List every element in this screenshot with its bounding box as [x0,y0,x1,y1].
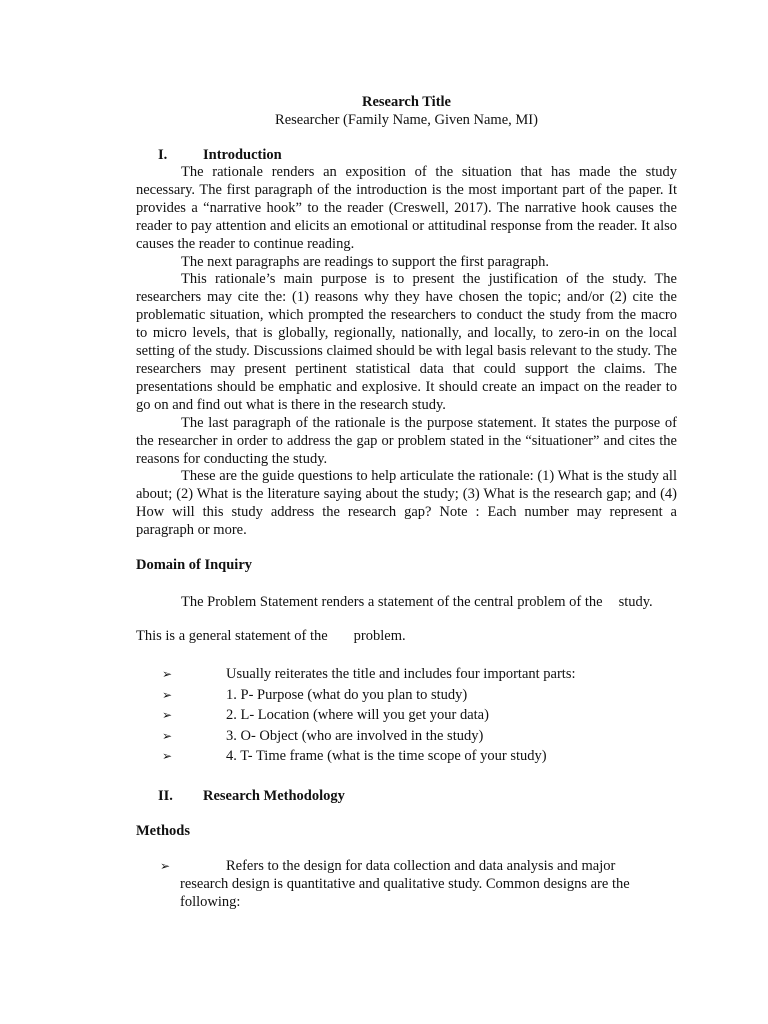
researcher-line: Researcher (Family Name, Given Name, MI) [275,112,538,128]
intro-paragraph-2: The next paragraphs are readings to support the first paragraph. [181,253,550,270]
general-statement-line [136,628,406,645]
arrowhead-bullet-icon: ➢ [162,667,173,681]
plot-bullet-list [162,664,576,767]
list-item: ➢ 1. P- Purpose (what do you plan to study) [162,685,226,706]
arrowhead-bullet-icon: ➢ [162,687,173,702]
methods-text: Refers to the design for data collection and data analysis and major research design is quantitative and qualitative study. Common designs are the following: [180,858,630,910]
introduction-body [136,164,677,540]
problem-statement-part-2: study. [618,594,653,610]
section-1-heading: Introduction [203,147,282,163]
intro-paragraph-1: The rationale renders an exposition of the situation that has made the study necessary. The first paragraph of the introduction is the most important part of the paper. It provides a “narrative hook” to the reader (Creswell, 2017). The narrative hook causes the reader to pay attention and elicits an emotional or attitudinal response from the reader. It also causes the reader to continue reading. [136,164,677,252]
general-statement-part-1: This is a general statement of the [136,628,328,644]
arrowhead-bullet-icon: ➢ [160,859,171,873]
intro-paragraph-4: The last paragraph of the rationale is the purpose statement. It states the purpose of the researcher in order to address the gap or problem stated in the “situationer” and cites the reasons for conducting the study. [136,414,677,467]
section-2-numeral: II. [158,788,173,804]
methods-heading: Methods [136,823,190,839]
problem-statement-part-1: The Problem Statement renders a statement of the central problem of the [181,594,603,610]
domain-heading: Domain of Inquiry [136,557,253,573]
section-1-numeral: I. [158,147,168,163]
list-item: ➢ 2. L- Location (where will you get your data) [162,705,226,726]
arrowhead-bullet-icon: ➢ [162,728,173,743]
section-2-heading: Research Methodology [203,788,345,804]
arrowhead-bullet-icon: ➢ [162,708,173,722]
research-title: Research Title [361,94,451,110]
methods-list-item [160,858,652,912]
list-item: ➢ 4. T- Time frame (what is the time scope of your study) [162,746,226,767]
intro-paragraph-5: These are the guide questions to help articulate the rationale: (1) What is the study all about; (2) What is the literature saying about the study; (3) What is the research gap; and (4) How will this study address the research gap? Note : Each number may represent a paragraph or more. [136,468,677,539]
problem-statement-line [181,594,653,611]
list-item: ➢ 3. O- Object (who are involved in the study) [162,726,226,747]
list-item: ➢ Usually reiterates the title and includes four important parts: [162,664,226,685]
arrowhead-bullet-icon: ➢ [162,749,173,763]
general-statement-part-2: problem. [353,628,406,644]
intro-paragraph-3: This rationale’s main purpose is to present the justification of the study. The researchers may cite the: (1) reasons why they have chosen the topic; and/or (2) cite the problematic situation, which prompted the researchers to conduct the study from the macro to micro levels, that is globally, regionally, nationally, and locally, to zero-in on the local setting of the study. Discussions claimed should be with legal basis relevant to the study. The researchers may present pertinent statistical data that could support the claims. The presentations should be emphatic and explosive. It should create an impact on the reader to go on and find out what is there in the research study. [136,271,677,413]
